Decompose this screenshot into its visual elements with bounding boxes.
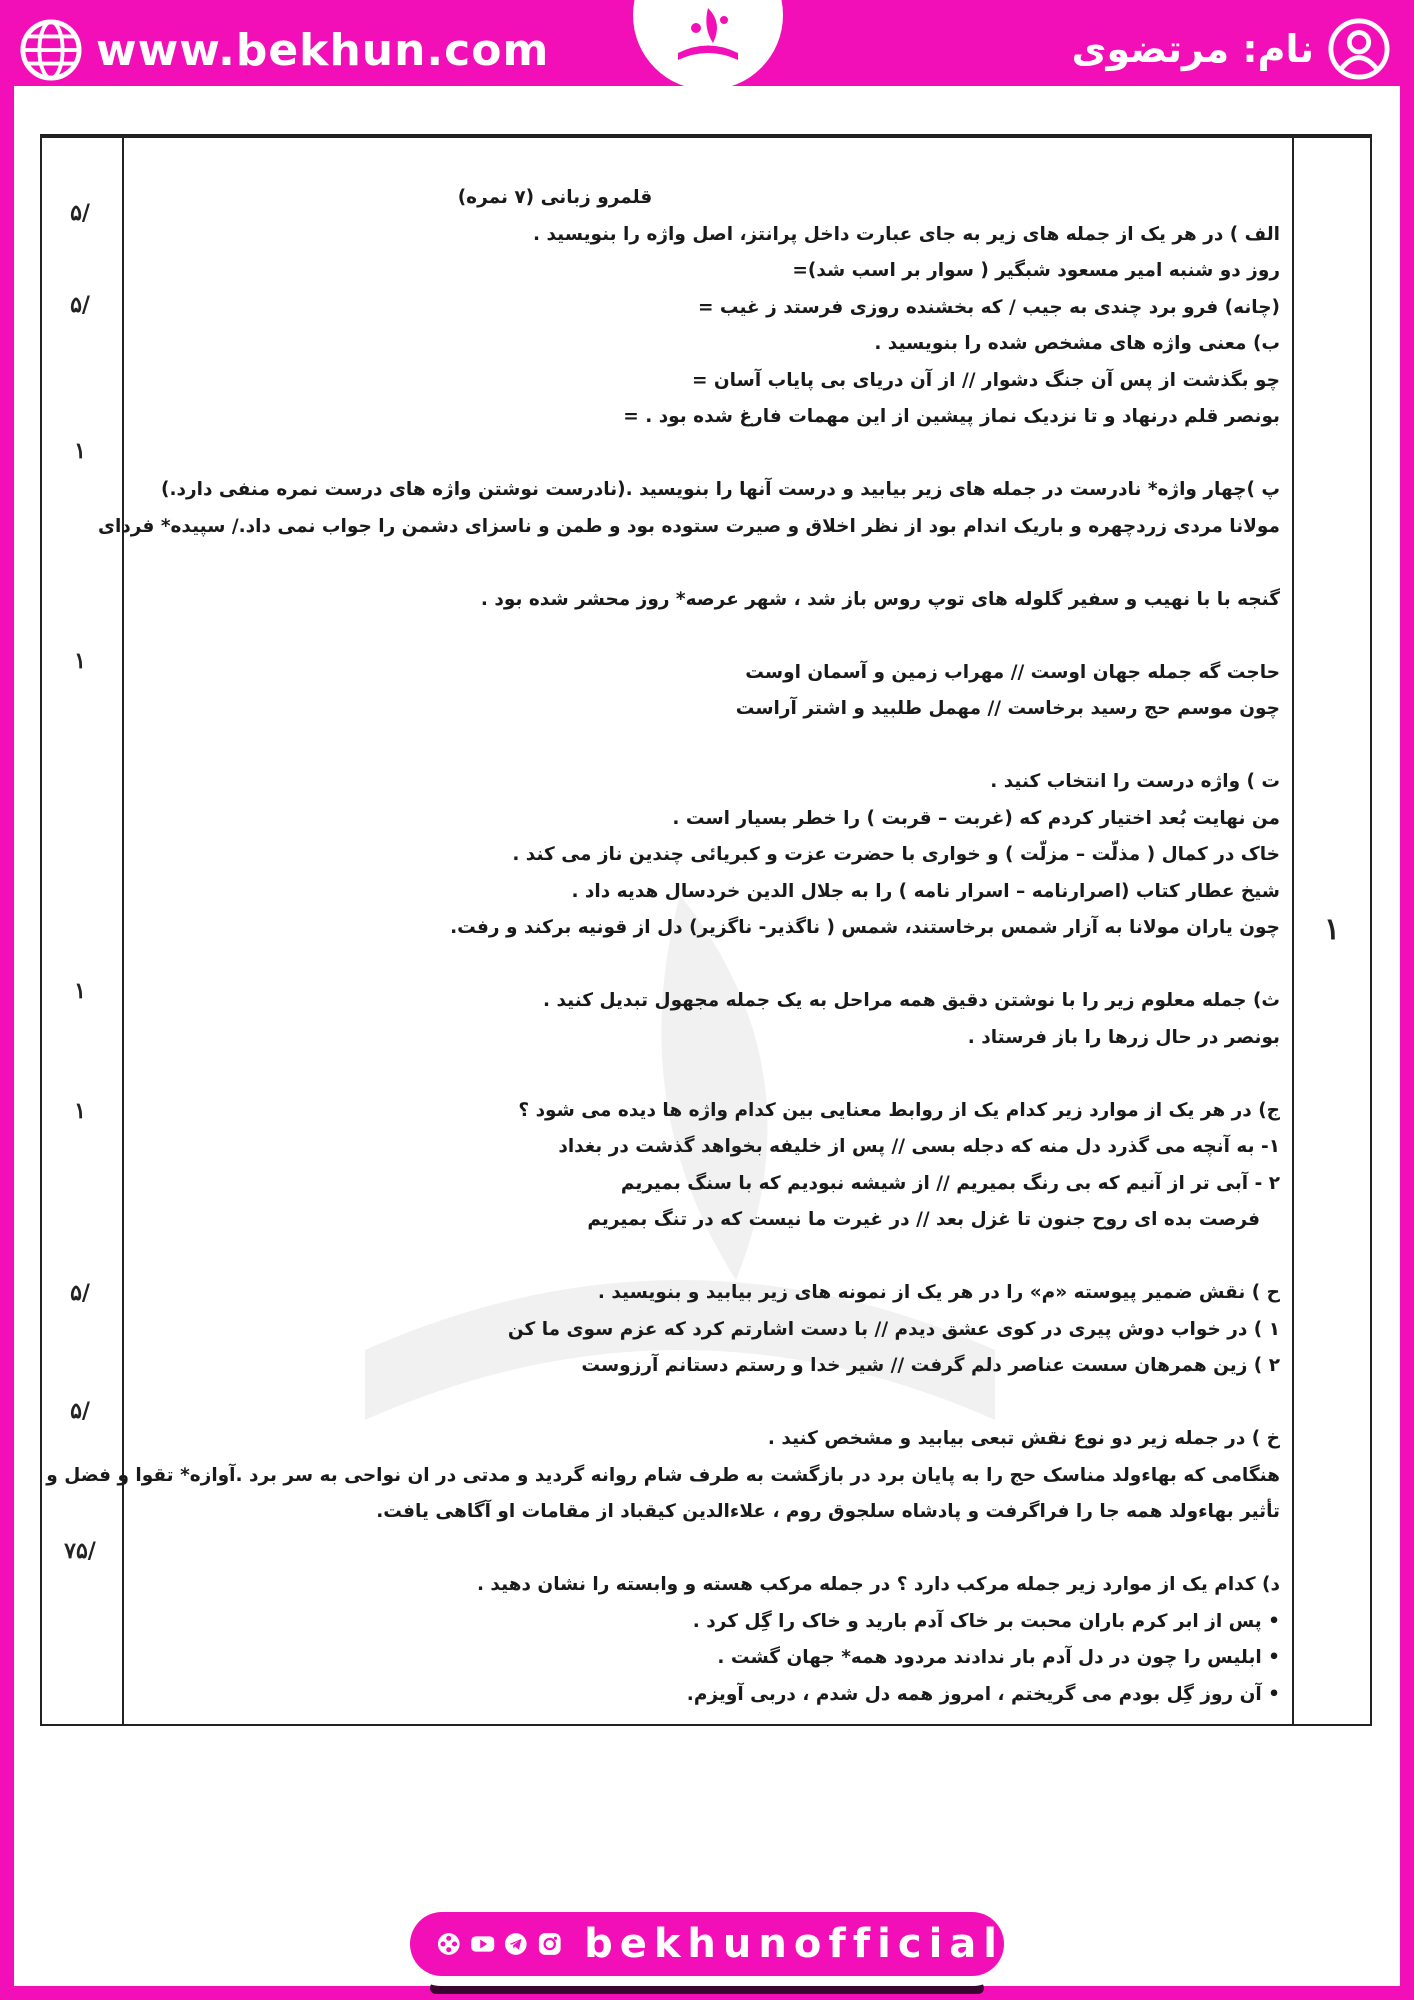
social-bar[interactable] bbox=[410, 1912, 1004, 1976]
question-line: گنجه با با نهیب و سفیر گلوله های توپ روس باز شد ، شهر عرصه* روز محشر شده بود . bbox=[480, 588, 1280, 610]
score-cell: ۱ bbox=[74, 978, 86, 1004]
question-line: مولانا مردی زردچهره و باریک اندام بود از نظر اخلاق و صیرت ستوده بود و طمن و ناسزای دشمن را جواب نمی داد./ سپیده* فردای bbox=[97, 515, 1280, 537]
question-line: • آن روز گِل بودم می گریختم ، امروز همه دل شدم ، دربی آویزم. bbox=[686, 1683, 1280, 1705]
question-line: حاجت گه جمله جهان اوست // مهراب زمین و آسمان اوست bbox=[745, 661, 1280, 683]
question-line: ۱- به آنچه می گذرد دل منه که دجله بسی // پس از خلیفه بخواهد گذشت در بغداد bbox=[558, 1136, 1280, 1157]
question-line: ج) در هر یک از موارد زیر کدام یک از روابط معنایی بین کدام واژه ها دیده می شود ؟ bbox=[518, 1099, 1280, 1121]
question-line: تأثیر بهاءولد همه جا را فراگرفت و پادشاه سلجوق روم ، علاءالدین کیقباد از مقامات او آگاهی یافت. bbox=[376, 1501, 1280, 1522]
question-line: • پس از ابر کرم باران محبت بر خاک آدم بارید و خاک را گِل کرد . bbox=[692, 1610, 1280, 1632]
score-cell: ۵/ bbox=[70, 200, 90, 226]
site-url[interactable]: www.bekhun.com bbox=[96, 24, 550, 76]
question-line: پ )چهار واژه* نادرست در جمله های زیر بیابید و درست آنها را بنویسید .(نادرست نوشتن واژه های درست نمره منفی دارد.) bbox=[161, 479, 1280, 500]
question-line: فرصت بده ای روح جنون تا غزل بعد // در غیرت ما نیست که در تنگ بمیریم bbox=[587, 1209, 1260, 1230]
question-line: (چانه) فرو برد چندی به جیب / که بخشنده روزی فرستد ز غیب = bbox=[697, 296, 1280, 318]
question-line: چون یاران مولانا به آزار شمس برخاستند، شمس ( ناگذیر- ناگزیر) دل از قونیه برکند و رفت. bbox=[450, 917, 1280, 938]
question-line: ۲ - آبی تر از آنیم که بی رنگ بمیریم // از شیشه نبودیم که با سنگ بمیریم bbox=[620, 1172, 1280, 1194]
question-line: د) کدام یک از موارد زیر جمله مرکب دارد ؟ در جمله مرکب هسته و وابسته را نشان دهید . bbox=[476, 1574, 1280, 1595]
question-line: الف ) در هر یک از جمله های زیر به جای عبارت داخل پرانتز، اصل واژه را بنویسید . bbox=[533, 223, 1280, 245]
question-line: روز دو شنبه امیر مسعود شبگیر ( سوار بر اسب شد)= bbox=[792, 260, 1280, 281]
section-title: قلمرو زبانی (۷ نمره) bbox=[457, 187, 653, 208]
question-line: بونصر در حال زرها را باز فرستاد . bbox=[967, 1026, 1280, 1048]
book-logo-icon bbox=[668, 0, 748, 78]
instagram-icon[interactable] bbox=[537, 1924, 563, 1964]
question-line: ح ) نقش ضمیر پیوسته «م» را در هر یک از نمونه های زیر بیابید و بنویسید . bbox=[597, 1282, 1280, 1303]
question-line: ث) جمله معلوم زیر را با نوشتن دقیق همه مراحل به یک جمله مجهول تبدیل کنید . bbox=[542, 990, 1280, 1011]
question-line: ت ) واژه درست را انتخاب کنید . bbox=[990, 771, 1280, 792]
youtube-icon[interactable] bbox=[470, 1924, 496, 1964]
name-label: نام: مرتضوی bbox=[1071, 27, 1314, 71]
question-line: ۱ ) در خواب دوش پیری در کوی عشق دیدم // با دست اشارتم کرد که عزم سوی ما کن bbox=[507, 1318, 1280, 1340]
score-cell: ۷۵/ bbox=[64, 1538, 96, 1564]
user-icon bbox=[1328, 18, 1390, 80]
question-line: چو بگذشت از پس آن جنگ دشوار // از آن دریای بی پایاب آسان = bbox=[691, 369, 1280, 391]
site-link[interactable] bbox=[20, 10, 549, 90]
score-cell: ۱ bbox=[74, 1098, 86, 1124]
question-line: شیخ عطار کتاب (اصرارنامه – اسرار نامه ) را به جلال الدین خردسال هدیه داد . bbox=[571, 880, 1280, 902]
student-name bbox=[1072, 14, 1390, 84]
social-handle[interactable]: bekhunofficial bbox=[584, 1921, 1004, 1967]
score-cell: ۱ bbox=[74, 438, 86, 464]
score-cell: ۱ bbox=[74, 648, 86, 674]
question-number: ۱ bbox=[1323, 912, 1341, 947]
question-line: من نهایت بُعد اختیار کردم که (غربت – قربت ) را خطر بسیار است . bbox=[672, 807, 1280, 829]
question-line: هنگامی که بهاءولد مناسک حج را به پایان برد در بازگشت به طرف شام روانه گردید و مدتی در ان نواحی به سر برد .آوازه* تقوا و فضل و bbox=[46, 1464, 1280, 1486]
question-line: ب) معنی واژه های مشخص شده را بنویسید . bbox=[874, 333, 1280, 354]
question-line: • ابلیس را چون در دل آدم بار ندادند مردود همه* جهان گشت . bbox=[717, 1647, 1280, 1668]
score-cell: ۵/ bbox=[70, 292, 90, 318]
telegram-icon[interactable] bbox=[503, 1924, 529, 1964]
question-line: خاک در کمال ( مذلّت – مزلّت ) و خواری با حضرت عزت و کبریائی چندین ناز می کند . bbox=[512, 844, 1280, 865]
question-line: خ ) در جمله زیر دو نوع نقش تبعی بیابید و مشخص کنید . bbox=[767, 1428, 1280, 1449]
score-cell: ۵/ bbox=[70, 1280, 90, 1306]
question-line: بونصر قلم درنهاد و تا نزدیک نماز پیشین از این مهمات فارغ شده بود . = bbox=[623, 406, 1280, 427]
film-reel-icon[interactable] bbox=[436, 1924, 462, 1964]
question-line: ۲ ) زین همرهان سست عناصر دلم گرفت // شیر خدا و رستم دستانم آرزوست bbox=[581, 1355, 1280, 1376]
question-line: چون موسم حج رسید برخاست // مهمل طلبید و اشتر آراست bbox=[735, 698, 1280, 719]
score-cell: ۵/ bbox=[70, 1398, 90, 1424]
globe-icon bbox=[20, 19, 82, 81]
